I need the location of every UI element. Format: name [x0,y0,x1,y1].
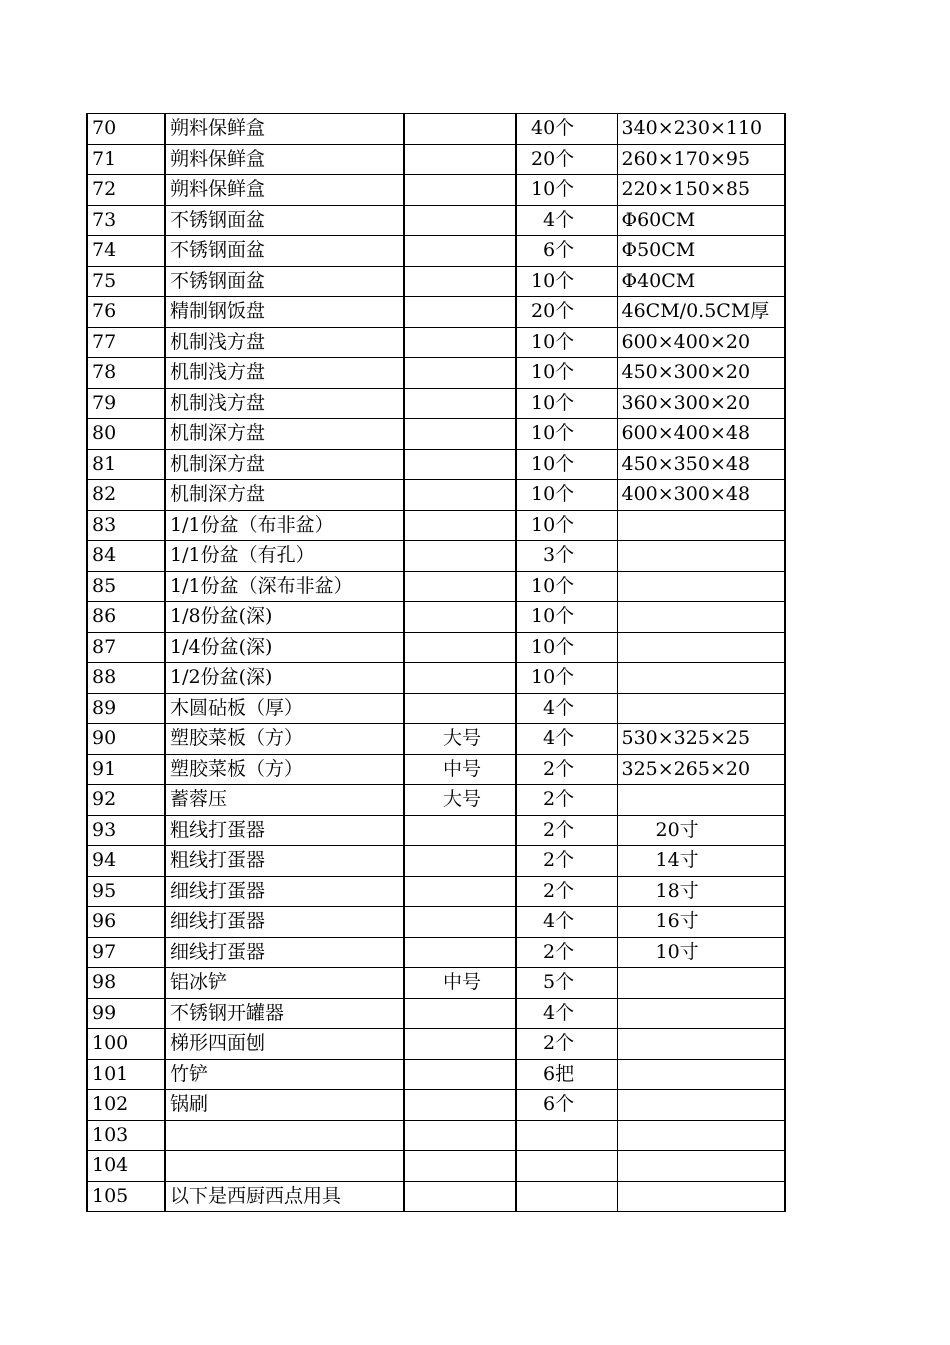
item-name-cell[interactable] [165,1151,404,1182]
row-number-cell[interactable]: 91 [87,754,165,785]
item-name-cell[interactable]: 精制钢饭盘 [165,297,404,328]
row-number-cell[interactable]: 80 [87,419,165,450]
size-cell[interactable] [617,663,785,694]
table-row [87,541,785,572]
quantity-cell[interactable]: 10个 [516,510,617,541]
spec-cell[interactable] [404,541,516,572]
table-row [87,510,785,541]
item-name-cell[interactable]: 不锈钢面盆 [165,205,404,236]
quantity-cell[interactable]: 2个 [516,815,617,846]
quantity-cell[interactable]: 20个 [516,297,617,328]
table-row [87,968,785,999]
row-number-cell[interactable]: 75 [87,266,165,297]
quantity-cell[interactable]: 3个 [516,541,617,572]
spec-cell[interactable] [404,510,516,541]
spec-cell[interactable] [404,480,516,511]
quantity-cell[interactable]: 2个 [516,846,617,877]
size-cell[interactable] [617,602,785,633]
row-number-cell[interactable]: 100 [87,1029,165,1060]
quantity-cell[interactable]: 6个 [516,1090,617,1121]
row-number-cell[interactable]: 78 [87,358,165,389]
size-cell[interactable] [617,1120,785,1151]
item-name-cell[interactable]: 1/1份盆（布非盆） [165,510,404,541]
row-number-cell[interactable]: 92 [87,785,165,816]
table-row [87,327,785,358]
spec-cell[interactable] [404,266,516,297]
quantity-cell[interactable]: 10个 [516,358,617,389]
item-name-cell[interactable]: 机制深方盘 [165,419,404,450]
row-number-cell[interactable]: 96 [87,907,165,938]
item-name-cell[interactable]: 1/4份盆(深) [165,632,404,663]
item-name-cell[interactable]: 机制深方盘 [165,480,404,511]
item-name-cell[interactable]: 细线打蛋器 [165,907,404,938]
size-cell[interactable] [617,571,785,602]
item-name-cell[interactable]: 机制浅方盘 [165,358,404,389]
table-row [87,876,785,907]
row-number-cell[interactable]: 93 [87,815,165,846]
spec-cell[interactable] [404,632,516,663]
table-row [87,937,785,968]
table-row [87,632,785,663]
spec-cell[interactable] [404,846,516,877]
table-row [87,815,785,846]
size-cell[interactable]: Φ50CM [617,236,785,267]
item-name-cell[interactable]: 以下是西厨西点用具 [165,1181,404,1212]
quantity-cell[interactable]: 6把 [516,1059,617,1090]
size-cell[interactable] [617,785,785,816]
quantity-cell[interactable]: 2个 [516,876,617,907]
row-number-cell[interactable]: 79 [87,388,165,419]
row-number-cell[interactable]: 82 [87,480,165,511]
item-name-cell[interactable]: 机制深方盘 [165,449,404,480]
table-row [87,480,785,511]
item-name-cell[interactable]: 不锈钢面盆 [165,236,404,267]
spec-cell[interactable] [404,1120,516,1151]
table-body [87,114,785,1212]
item-name-cell[interactable]: 蓄蓉压 [165,785,404,816]
spec-cell[interactable] [404,1059,516,1090]
size-cell[interactable]: 20寸 [617,815,785,846]
item-name-cell[interactable]: 不锈钢开罐器 [165,998,404,1029]
quantity-cell[interactable]: 10个 [516,419,617,450]
size-cell[interactable]: 14寸 [617,846,785,877]
spec-cell[interactable] [404,297,516,328]
size-cell[interactable] [617,998,785,1029]
row-number-cell[interactable]: 98 [87,968,165,999]
row-number-cell[interactable]: 95 [87,876,165,907]
spec-cell[interactable] [404,205,516,236]
size-cell[interactable] [617,1029,785,1060]
size-cell[interactable]: Φ40CM [617,266,785,297]
size-cell[interactable]: 18寸 [617,876,785,907]
size-cell[interactable]: 600×400×48 [617,419,785,450]
size-cell[interactable] [617,968,785,999]
row-number-cell[interactable]: 101 [87,1059,165,1090]
row-number-cell[interactable]: 77 [87,327,165,358]
size-cell[interactable]: 16寸 [617,907,785,938]
row-number-cell[interactable]: 71 [87,144,165,175]
item-name-cell[interactable]: 铝冰铲 [165,968,404,999]
size-cell[interactable]: Φ60CM [617,205,785,236]
row-number-cell[interactable]: 76 [87,297,165,328]
spec-cell[interactable] [404,388,516,419]
table-row [87,236,785,267]
table-row [87,114,785,145]
item-name-cell[interactable]: 梯形四面刨 [165,1029,404,1060]
spec-cell[interactable] [404,815,516,846]
row-number-cell[interactable]: 86 [87,602,165,633]
spec-cell[interactable] [404,327,516,358]
table-row [87,754,785,785]
equipment-table [86,113,786,1212]
size-cell[interactable]: 260×170×95 [617,144,785,175]
row-number-cell[interactable]: 103 [87,1120,165,1151]
table-row [87,998,785,1029]
spec-cell[interactable]: 中号 [404,968,516,999]
quantity-cell[interactable]: 10个 [516,175,617,206]
table-row [87,175,785,206]
size-cell[interactable]: 450×350×48 [617,449,785,480]
quantity-cell[interactable]: 4个 [516,693,617,724]
quantity-cell[interactable]: 2个 [516,937,617,968]
table-row [87,1181,785,1212]
item-name-cell[interactable]: 塑胶菜板（方） [165,724,404,755]
spec-cell[interactable] [404,571,516,602]
row-number-cell[interactable]: 83 [87,510,165,541]
table-row [87,663,785,694]
size-cell[interactable]: 400×300×48 [617,480,785,511]
row-number-cell[interactable]: 72 [87,175,165,206]
row-number-cell[interactable]: 97 [87,937,165,968]
row-number-cell[interactable]: 70 [87,114,165,145]
spec-cell[interactable]: 大号 [404,785,516,816]
size-cell[interactable]: 10寸 [617,937,785,968]
item-name-cell[interactable]: 机制浅方盘 [165,388,404,419]
quantity-cell[interactable]: 10个 [516,480,617,511]
quantity-cell[interactable]: 4个 [516,724,617,755]
spec-cell[interactable] [404,663,516,694]
item-name-cell[interactable]: 锅刷 [165,1090,404,1121]
table-row [87,602,785,633]
table-row [87,1029,785,1060]
item-name-cell[interactable]: 粗线打蛋器 [165,815,404,846]
spec-cell[interactable] [404,1181,516,1212]
row-number-cell[interactable]: 73 [87,205,165,236]
spec-cell[interactable] [404,937,516,968]
size-cell[interactable] [617,693,785,724]
row-number-cell[interactable]: 81 [87,449,165,480]
table-row [87,388,785,419]
quantity-cell[interactable] [516,1151,617,1182]
size-cell[interactable]: 450×300×20 [617,358,785,389]
spec-cell[interactable] [404,693,516,724]
row-number-cell[interactable]: 74 [87,236,165,267]
row-number-cell[interactable]: 87 [87,632,165,663]
size-cell[interactable] [617,510,785,541]
size-cell[interactable]: 325×265×20 [617,754,785,785]
spec-cell[interactable] [404,419,516,450]
size-cell[interactable] [617,1090,785,1121]
spec-cell[interactable] [404,907,516,938]
row-number-cell[interactable]: 104 [87,1151,165,1182]
spec-cell[interactable] [404,175,516,206]
table-row [87,693,785,724]
quantity-cell[interactable]: 10个 [516,327,617,358]
quantity-cell[interactable]: 20个 [516,144,617,175]
quantity-cell[interactable]: 10个 [516,602,617,633]
quantity-cell[interactable]: 6个 [516,236,617,267]
size-cell[interactable] [617,541,785,572]
spec-cell[interactable] [404,449,516,480]
spec-cell[interactable] [404,1151,516,1182]
row-number-cell[interactable]: 94 [87,846,165,877]
quantity-cell[interactable]: 2个 [516,1029,617,1060]
table-row [87,785,785,816]
spec-cell[interactable]: 中号 [404,754,516,785]
size-cell[interactable] [617,1151,785,1182]
size-cell[interactable]: 360×300×20 [617,388,785,419]
size-cell[interactable] [617,1181,785,1212]
item-name-cell[interactable]: 木圆砧板（厚） [165,693,404,724]
size-cell[interactable]: 340×230×110 [617,114,785,145]
spec-cell[interactable]: 大号 [404,724,516,755]
quantity-cell[interactable]: 10个 [516,663,617,694]
spec-cell[interactable] [404,876,516,907]
table-row [87,1120,785,1151]
item-name-cell[interactable]: 朔料保鲜盒 [165,175,404,206]
table-row [87,144,785,175]
row-number-cell[interactable]: 99 [87,998,165,1029]
table-row [87,266,785,297]
quantity-cell[interactable]: 4个 [516,998,617,1029]
table-row [87,449,785,480]
item-name-cell[interactable]: 1/1份盆（深布非盆） [165,571,404,602]
quantity-cell[interactable]: 10个 [516,388,617,419]
table-row [87,358,785,389]
quantity-cell[interactable]: 2个 [516,785,617,816]
row-number-cell[interactable]: 85 [87,571,165,602]
quantity-cell[interactable]: 5个 [516,968,617,999]
row-number-cell[interactable]: 88 [87,663,165,694]
quantity-cell[interactable]: 4个 [516,907,617,938]
item-name-cell[interactable]: 朔料保鲜盒 [165,144,404,175]
row-number-cell[interactable]: 90 [87,724,165,755]
quantity-cell[interactable]: 10个 [516,266,617,297]
row-number-cell[interactable]: 89 [87,693,165,724]
quantity-cell[interactable] [516,1181,617,1212]
table-row [87,1151,785,1182]
size-cell[interactable]: 530×325×25 [617,724,785,755]
item-name-cell[interactable]: 机制浅方盘 [165,327,404,358]
quantity-cell[interactable]: 10个 [516,632,617,663]
item-name-cell[interactable] [165,1120,404,1151]
size-cell[interactable]: 600×400×20 [617,327,785,358]
table-row [87,1090,785,1121]
row-number-cell[interactable]: 105 [87,1181,165,1212]
table-row [87,297,785,328]
quantity-cell[interactable]: 10个 [516,571,617,602]
spec-cell[interactable] [404,1090,516,1121]
item-name-cell[interactable]: 1/1份盆（有孔） [165,541,404,572]
size-cell[interactable]: 46CM/0.5CM厚 [617,297,785,328]
size-cell[interactable]: 220×150×85 [617,175,785,206]
item-name-cell[interactable]: 1/2份盆(深) [165,663,404,694]
item-name-cell[interactable]: 不锈钢面盆 [165,266,404,297]
spec-cell[interactable] [404,114,516,145]
spec-cell[interactable] [404,1029,516,1060]
row-number-cell[interactable]: 102 [87,1090,165,1121]
spec-cell[interactable] [404,998,516,1029]
quantity-cell[interactable]: 2个 [516,754,617,785]
item-name-cell[interactable]: 朔料保鲜盒 [165,114,404,145]
row-number-cell[interactable]: 84 [87,541,165,572]
item-name-cell[interactable]: 粗线打蛋器 [165,846,404,877]
size-cell[interactable] [617,1059,785,1090]
spec-cell[interactable] [404,236,516,267]
table-row [87,724,785,755]
item-name-cell[interactable]: 细线打蛋器 [165,937,404,968]
spec-cell[interactable] [404,144,516,175]
item-name-cell[interactable]: 1/8份盆(深) [165,602,404,633]
item-name-cell[interactable]: 细线打蛋器 [165,876,404,907]
table-row [87,419,785,450]
table-row [87,571,785,602]
quantity-cell[interactable] [516,1120,617,1151]
table-row [87,846,785,877]
spec-cell[interactable] [404,358,516,389]
size-cell[interactable] [617,632,785,663]
quantity-cell[interactable]: 40个 [516,114,617,145]
table-row [87,1059,785,1090]
spec-cell[interactable] [404,602,516,633]
quantity-cell[interactable]: 10个 [516,449,617,480]
table-row [87,907,785,938]
quantity-cell[interactable]: 4个 [516,205,617,236]
item-name-cell[interactable]: 竹铲 [165,1059,404,1090]
item-name-cell[interactable]: 塑胶菜板（方） [165,754,404,785]
table-row [87,205,785,236]
